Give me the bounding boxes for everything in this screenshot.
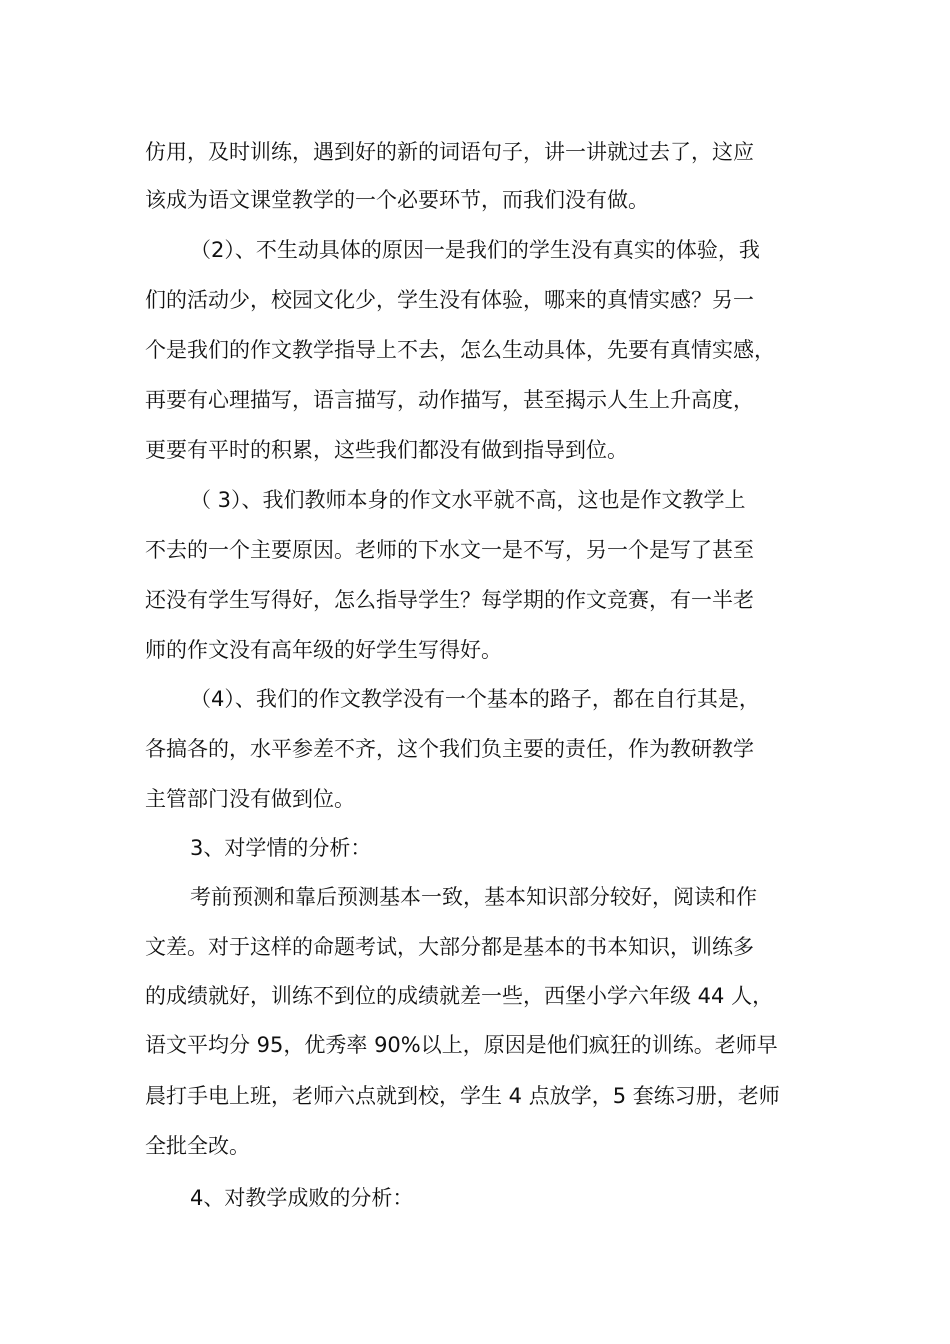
paragraph-line: 语文平均分 95，优秀率 90%以上，原因是他们疯狂的训练。老师早 (145, 1033, 778, 1057)
paragraph-line: 们的活动少，校园文化少，学生没有体验，哪来的真情实感？另一 (145, 288, 754, 312)
section-heading: 4、对教学成败的分析： (190, 1186, 414, 1210)
paragraph-line: 不去的一个主要原因。老师的下水文一是不写，另一个是写了甚至 (145, 538, 754, 562)
paragraph-line: 还没有学生写得好，怎么指导学生？每学期的作文竞赛，有一半老 (145, 588, 754, 612)
paragraph-line: 晨打手电上班，老师六点就到校，学生 4 点放学，5 套练习册，老师 (145, 1084, 780, 1108)
paragraph-line: 的成绩就好，训练不到位的成绩就差一些，西堡小学六年级 44 人， (145, 984, 774, 1008)
paragraph-line: （4）、我们的作文教学没有一个基本的路子，都在自行其是， (190, 687, 760, 711)
paragraph-line: 主管部门没有做到位。 (145, 787, 355, 811)
paragraph-line: 文差。对于这样的命题考试，大部分都是基本的书本知识，训练多 (145, 935, 754, 959)
paragraph-line: 各搞各的，水平参差不齐，这个我们负主要的责任，作为教研教学 (145, 737, 754, 761)
paragraph-line: 该成为语文课堂教学的一个必要环节，而我们没有做。 (145, 188, 649, 212)
paragraph-line: 更要有平时的积累，这些我们都没有做到指导到位。 (145, 438, 628, 462)
paragraph-line: 个是我们的作文教学指导上不去，怎么生动具体，先要有真情实感， (145, 338, 775, 362)
paragraph-line: 再要有心理描写，语言描写，动作描写，甚至揭示人生上升高度， (145, 388, 754, 412)
paragraph-line: （2）、不生动具体的原因一是我们的学生没有真实的体验，我 (190, 238, 760, 262)
paragraph-line: 师的作文没有高年级的好学生写得好。 (145, 638, 502, 662)
paragraph-line: （ 3）、我们教师本身的作文水平就不高，这也是作文教学上 (190, 488, 746, 512)
section-heading: 3、对学情的分析： (190, 836, 372, 860)
paragraph-line: 全批全改。 (145, 1134, 250, 1158)
paragraph-line: 仿用，及时训练，遇到好的新的词语句子，讲一讲就过去了，这应 (145, 140, 754, 164)
paragraph-line: 考前预测和靠后预测基本一致，基本知识部分较好，阅读和作 (190, 885, 757, 909)
